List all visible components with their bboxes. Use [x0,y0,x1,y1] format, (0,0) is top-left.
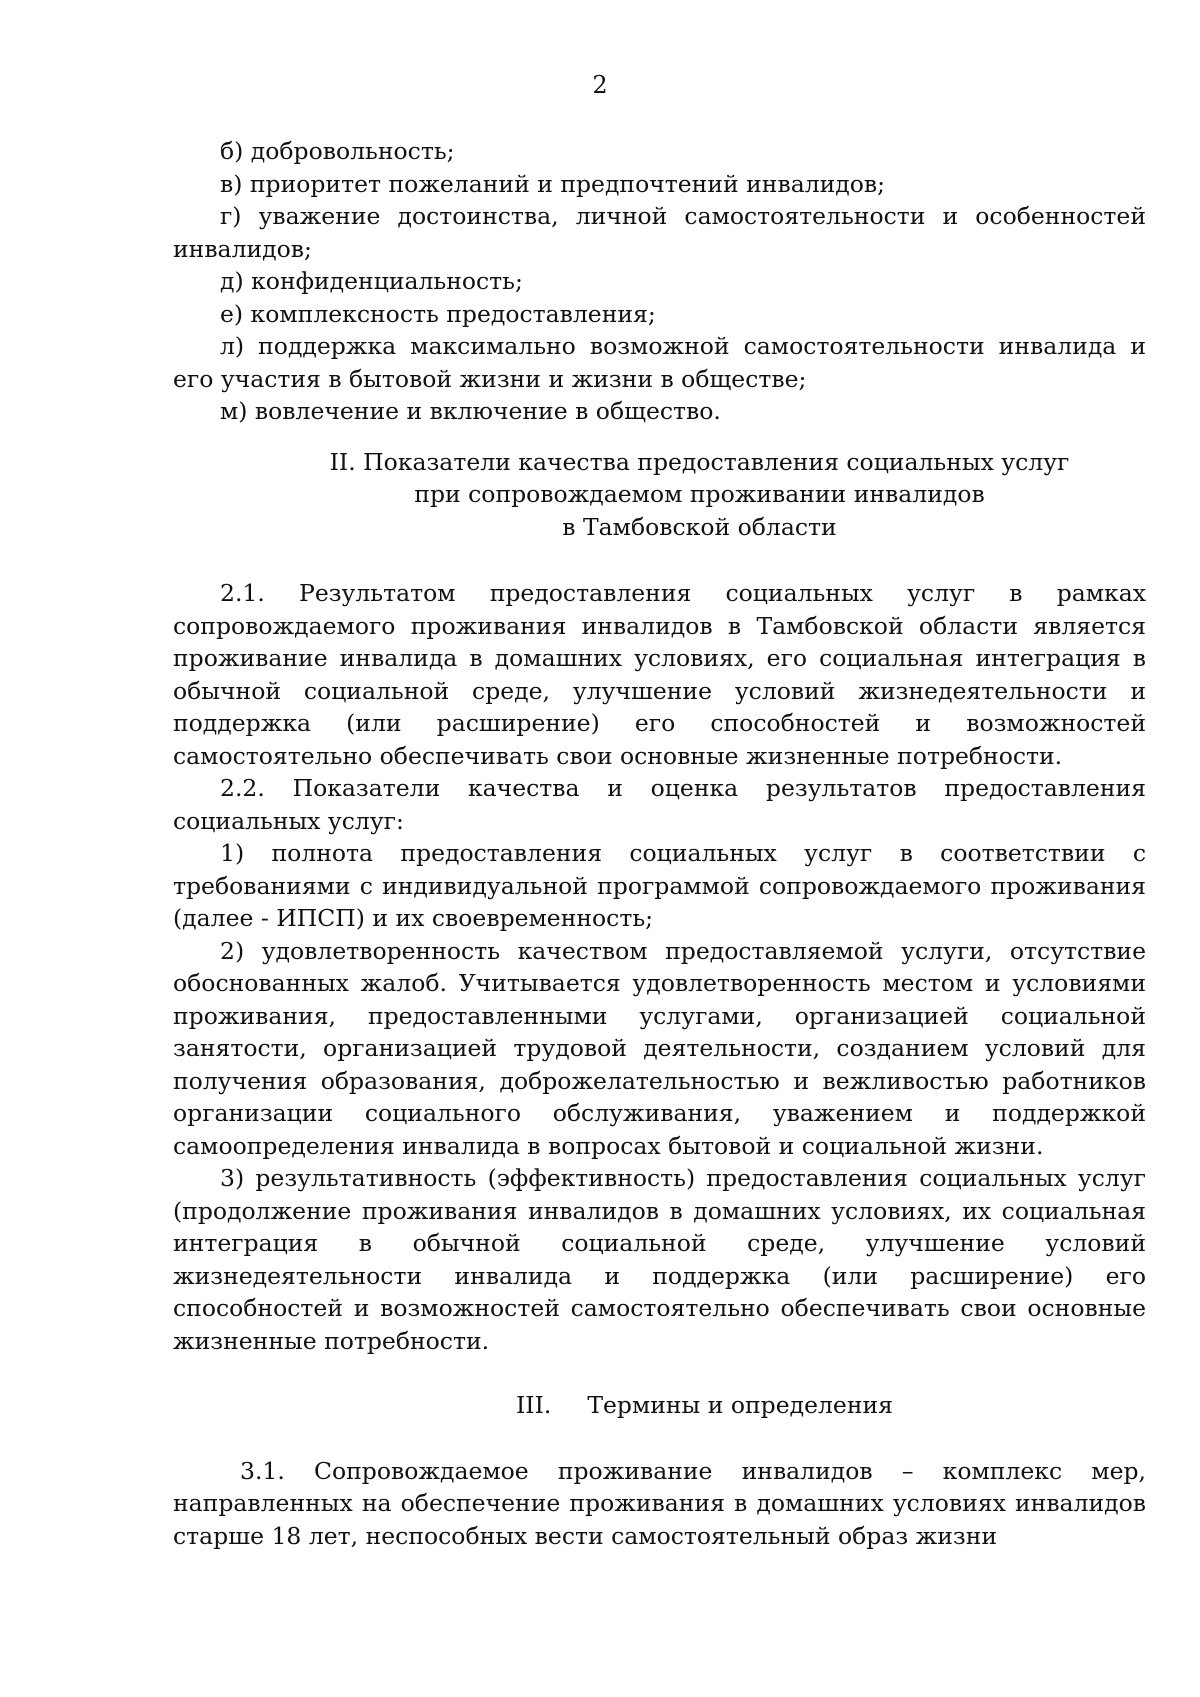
list-item: л) поддержка максимально возможной самостоятельности инвалида и его участия в бытовой жизни и жизни в обществе; [173,332,1146,393]
paragraph-2-1: 2.1. Результатом предоставления социальных услуг в рамках сопровождаемого проживания инвалидов в Тамбовской области является проживание инвалида в домашних условиях, его социальная интеграция в обычной социальной среде, улучшение условий жизнедеятельности и поддержка (или расширение) его способностей и возможностей самостоятельно обеспечивать свои основные жизненные потребности. [173,579,1146,770]
section-2-title-line-3: в Тамбовской области [562,512,837,541]
indicator-item-3: 3) результативность (эффективность) предоставления социальных услуг (продолжение проживания инвалидов в домашних условиях, их социальная интеграция в обычной социальной среде, улучшение условий жизнедеятельности инвалида и поддержка (или расширение) его способностей и возможностей самостоятельно обеспечивать свои основные жизненные потребности. [173,1164,1146,1355]
section-2-title-line-1: II. Показатели качества предоставления социальных услуг [329,447,1070,476]
page-number: 2 [592,71,608,99]
section-3-number: III. [516,1391,552,1419]
list-item: д) конфиденциальность; [220,267,523,295]
list-item: в) приоритет пожеланий и предпочтений инвалидов; [220,169,886,198]
list-item: е) комплексность предоставления; [220,299,656,328]
indicator-item-2: 2) удовлетворенность качеством предоставляемой услуги, отсутствие обоснованных жалоб. Учитывается удовлетворенность местом и условиями проживания, предоставленными услугами, организацией социальной занятости, организацией трудовой деятельности, созданием условий для получения образования, доброжелательностью и вежливостью работников организации социального обслуживания, уважением и поддержкой самоопределения инвалида в вопросах бытовой и социальной жизни. [173,936,1146,1160]
paragraph-2-2: 2.2. Показатели качества и оценка результатов предоставления социальных услуг: [173,774,1146,835]
list-item: м) вовлечение и включение в общество. [220,397,721,425]
section-2-title-line-2: при сопровождаемом проживании инвалидов [414,480,985,508]
list-item: г) уважение достоинства, личной самостоятельности и особенностей инвалидов; [173,202,1146,263]
indicator-item-1: 1) полнота предоставления социальных услуг в соответствии с требованиями с индивидуальной программой сопровождаемого проживания (далее - ИПСП) и их своевременность; [173,839,1146,932]
paragraph-3-1: 3.1. Сопровождаемое проживание инвалидов – комплекс мер, направленных на обеспечение проживания в домашних условиях инвалидов старше 18 лет, неспособных вести самостоятельный образ жизни [173,1456,1146,1550]
list-item: б) добровольность; [220,137,455,165]
section-3-heading [173,1389,1146,1422]
section-2-heading [173,446,1146,544]
section-3-title: Термины и определения [587,1391,893,1419]
document-body [173,135,1146,1552]
